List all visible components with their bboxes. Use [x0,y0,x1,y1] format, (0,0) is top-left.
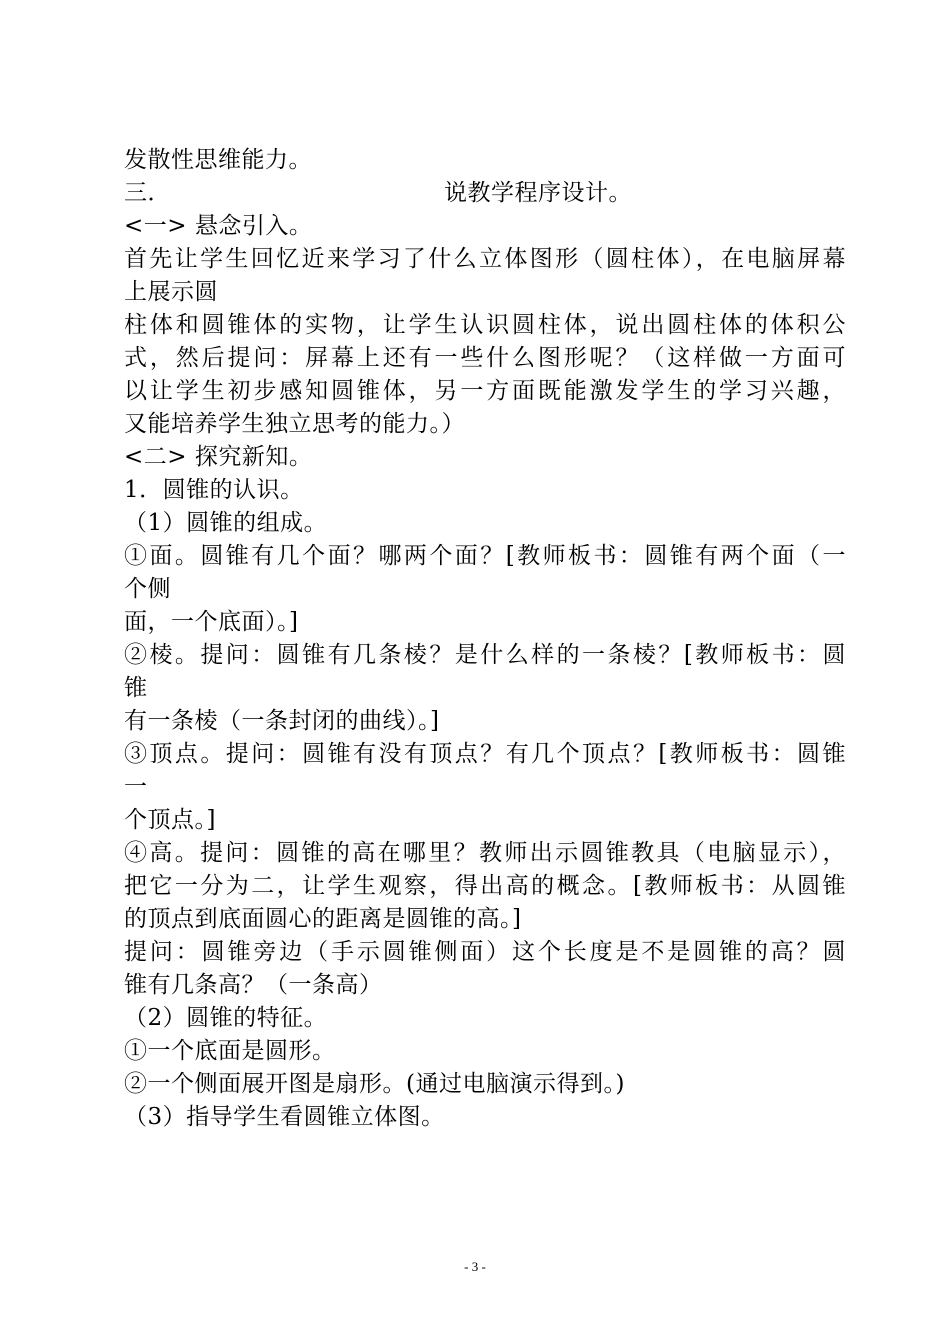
document-body [124,144,846,1134]
text-line: 一 [124,774,148,800]
text-line: 1．圆锥的认识。 [124,477,304,503]
text-line: 发散性思维能力。 [124,147,312,173]
section-title: 说教学程序设计。 [444,180,632,206]
text-line: 以让学生初步感知圆锥体，另一方面既能激发学生的学习兴趣， [124,378,846,404]
text-line: 的顶点到底面圆心的距离是圆锥的高。] [124,906,522,932]
text-line: ①一个底面是圆形。 [124,1038,336,1064]
text-line: 有一条棱（一条封闭的曲线）。] [124,708,440,734]
text-line: ③顶点。提问：圆锥有没有顶点？有几个顶点？[教师板书：圆锥 [124,741,846,767]
text-line: 式，然后提问：屏幕上还有一些什么图形呢？（这样做一方面可 [124,345,846,371]
text-line: 把它一分为二，让学生观察，得出高的概念。[教师板书：从圆锥 [124,873,846,899]
text-line: 个侧 [124,576,171,602]
subsection-heading: <一> 悬念引入。 [124,213,313,239]
text-line: ②棱。提问：圆锥有几条棱？是什么样的一条棱？[教师板书：圆 [124,642,846,668]
text-line: 锥 [124,675,148,701]
subsection-heading: <二> 探究新知。 [124,444,313,470]
text-line: ①面。圆锥有几个面？哪两个面？[教师板书：圆锥有两个面（一 [124,543,846,569]
text-line: 首先让学生回忆近来学习了什么立体图形（圆柱体），在电脑屏幕 [124,246,846,272]
text-line: ④高。提问：圆锥的高在哪里？教师出示圆锥教具（电脑显示）， [124,840,846,866]
text-line: 柱体和圆锥体的实物，让学生认识圆柱体，说出圆柱体的体积公 [124,312,846,338]
text-line: （1）圆锥的组成。 [124,510,328,536]
text-line: 锥有几条高？（一条高） [124,972,383,998]
section-number: 三． [124,180,171,206]
text-line: 面，一个底面）。] [124,609,299,635]
section-heading [124,177,846,210]
text-line: 上展示圆 [124,279,218,305]
text-line: 提问：圆锥旁边（手示圆锥侧面）这个长度是不是圆锥的高？圆 [124,939,846,965]
text-line: （2）圆锥的特征。 [124,1005,328,1031]
text-line: （3）指导学生看圆锥立体图。 [124,1104,445,1130]
text-line: 又能培养学生独立思考的能力。） [124,411,465,437]
text-line: 个顶点。] [124,807,216,833]
page-number: - 3 - [464,1259,486,1274]
text-line: ②一个侧面展开图是扇形。(通过电脑演示得到。) [124,1071,625,1097]
